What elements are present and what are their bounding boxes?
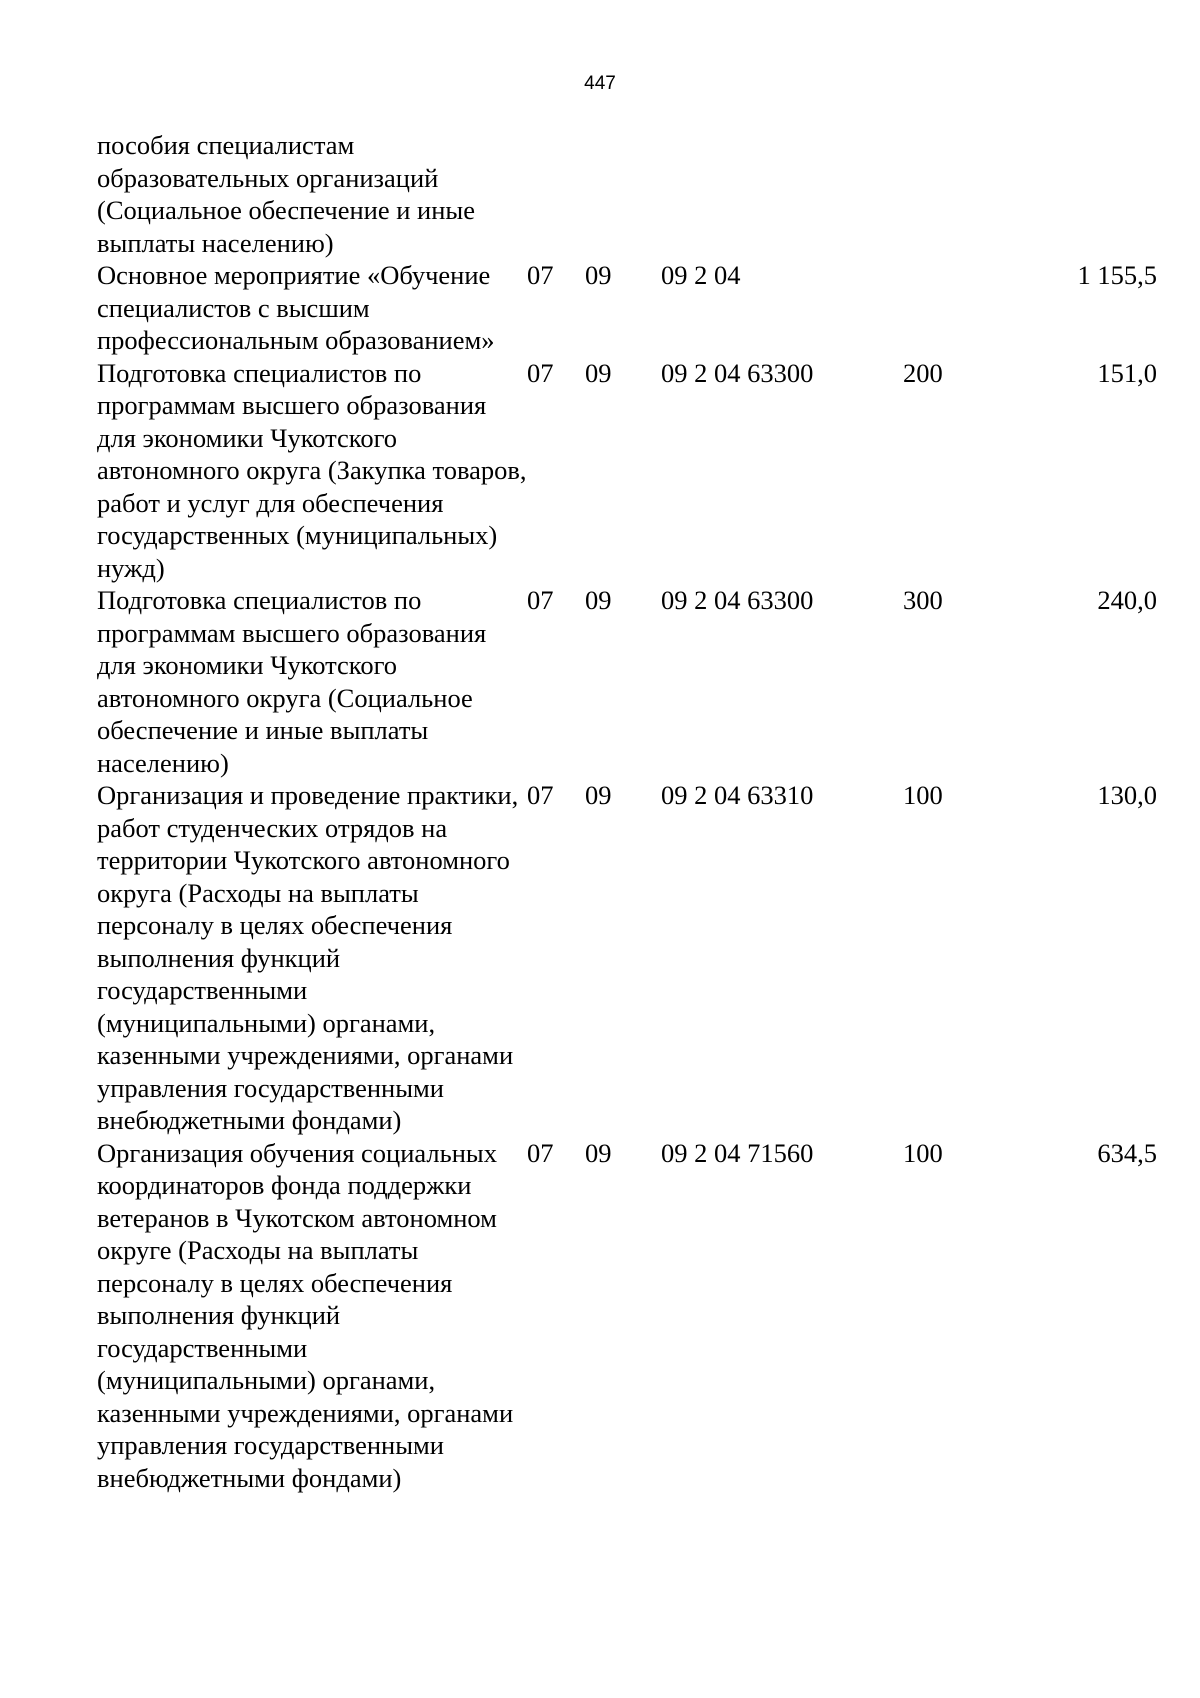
row-target-article: 09 2 04 63310: [661, 780, 814, 810]
budget-table: [97, 129, 1157, 1494]
row-name: Организация обучения социальных координаторов фонда поддержки ветеранов в Чукотском автономном округе (Расходы на выплаты персоналу в целях обеспечения выполнения функций государственными (муниципальными) органами, казенными учреждениями, органами управления государственными внебюджетными фондами): [97, 1137, 514, 1493]
row-amount: 1 155,5: [1077, 260, 1157, 290]
row-section: 07: [527, 585, 554, 615]
row-target-article: 09 2 04 63300: [661, 585, 814, 615]
row-amount: 151,0: [1097, 357, 1157, 388]
row-section: 07: [527, 1137, 554, 1168]
table-row: [97, 357, 1157, 585]
table-row: [97, 129, 1157, 259]
row-section: 07: [527, 357, 554, 388]
row-amount: 634,5: [1097, 1137, 1157, 1168]
row-name: Подготовка специалистов по программам высшего образования для экономики Чукотского автономного округа (Социальное обеспечение и иные выплаты населению): [97, 585, 487, 778]
page-number: 447: [584, 73, 616, 94]
row-target-article: 09 2 04: [661, 260, 741, 290]
table-row: [97, 1137, 1157, 1495]
row-name: пособия специалистам образовательных организаций (Социальное обеспечение и иные выплаты населению): [97, 130, 475, 258]
row-expense-type: 200: [903, 357, 943, 388]
row-subsection: 09: [585, 585, 612, 615]
row-name: Организация и проведение практики, работ студенческих отрядов на территории Чукотского автономного округа (Расходы на выплаты персоналу в целях обеспечения выполнения функций государственными (муниципальными) органами, казенными учреждениями, органами управления государственными внебюджетными фондами): [97, 780, 519, 1135]
row-name: Подготовка специалистов по программам высшего образования для экономики Чукотского автономного округа (Закупка товаров, работ и услуг для обеспечения государственных (муниципальных) нужд): [97, 357, 527, 583]
row-expense-type: 100: [903, 1137, 943, 1168]
row-subsection: 09: [585, 260, 612, 290]
row-section: 07: [527, 780, 554, 810]
row-target-article: 09 2 04 71560: [661, 1137, 814, 1168]
table-row: [97, 584, 1157, 779]
table-row: [97, 779, 1157, 1137]
row-subsection: 09: [585, 780, 612, 810]
row-expense-type: 100: [903, 780, 943, 810]
row-name: Основное мероприятие «Обучение специалистов с высшим профессиональным образованием»: [97, 260, 495, 355]
row-subsection: 09: [585, 357, 612, 388]
row-amount: 240,0: [1097, 585, 1157, 615]
row-subsection: 09: [585, 1137, 612, 1168]
row-expense-type: 300: [903, 585, 943, 615]
row-section: 07: [527, 260, 554, 290]
table-row: [97, 259, 1157, 357]
row-amount: 130,0: [1097, 780, 1157, 810]
row-target-article: 09 2 04 63300: [661, 357, 814, 388]
